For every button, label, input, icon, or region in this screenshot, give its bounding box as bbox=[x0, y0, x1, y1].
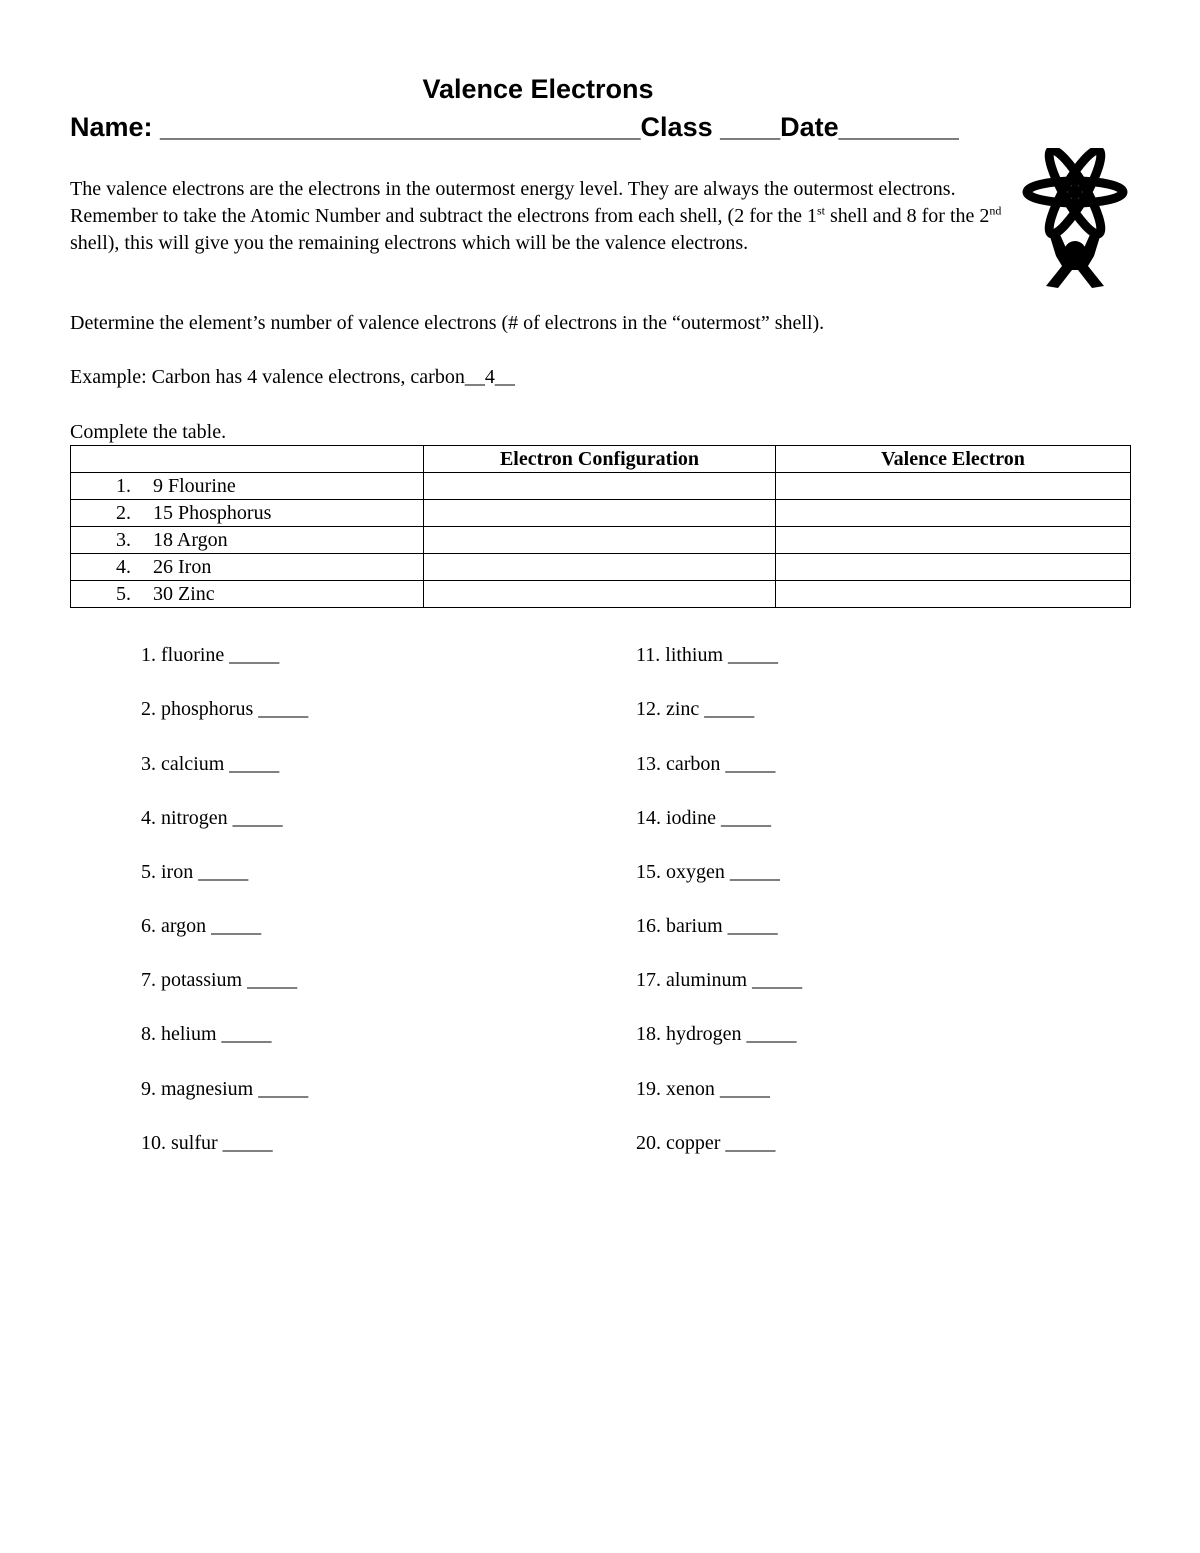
question-item[interactable]: 12. zinc _____ bbox=[636, 698, 755, 720]
complete-table-instruction: Complete the table. bbox=[70, 421, 227, 443]
row-number: 2. bbox=[116, 502, 131, 524]
valence-cell[interactable] bbox=[776, 500, 1131, 527]
table-row bbox=[71, 581, 1131, 608]
intro-text-2: shell and 8 for the 2 bbox=[825, 205, 990, 227]
question-item[interactable]: 8. helium _____ bbox=[141, 1023, 272, 1045]
question-item[interactable]: 17. aluminum _____ bbox=[636, 969, 803, 991]
example-text: Example: Carbon has 4 valence electrons, carbon__4__ bbox=[70, 366, 515, 388]
header-electron-configuration: Electron Configuration bbox=[424, 446, 776, 473]
element-cell bbox=[71, 581, 424, 608]
element-cell bbox=[71, 527, 424, 554]
valence-cell[interactable] bbox=[776, 554, 1131, 581]
page-title: Valence Electrons bbox=[422, 74, 654, 104]
question-item[interactable]: 13. carbon _____ bbox=[636, 753, 776, 775]
config-cell[interactable] bbox=[424, 527, 776, 554]
question-item[interactable]: 2. phosphorus _____ bbox=[141, 698, 309, 720]
table-row bbox=[71, 527, 1131, 554]
question-item[interactable]: 6. argon _____ bbox=[141, 915, 262, 937]
intro-sup-1: st bbox=[816, 203, 825, 218]
row-number: 4. bbox=[116, 556, 131, 578]
config-cell[interactable] bbox=[424, 500, 776, 527]
intro-text-3: shell), this will give you the remaining electrons which will be the valence electrons. bbox=[70, 232, 749, 254]
intro-paragraph bbox=[70, 176, 1025, 257]
element-name: 15 Phosphorus bbox=[153, 502, 272, 524]
question-item[interactable]: 20. copper _____ bbox=[636, 1132, 776, 1154]
element-cell bbox=[71, 500, 424, 527]
header-valence-electron: Valence Electron bbox=[776, 446, 1131, 473]
question-item[interactable]: 15. oxygen _____ bbox=[636, 861, 780, 883]
config-cell[interactable] bbox=[424, 473, 776, 500]
valence-cell[interactable] bbox=[776, 581, 1131, 608]
question-item[interactable]: 7. potassium _____ bbox=[141, 969, 298, 991]
table-row bbox=[71, 554, 1131, 581]
row-number: 3. bbox=[116, 529, 131, 551]
question-item[interactable]: 18. hydrogen _____ bbox=[636, 1023, 797, 1045]
valence-cell[interactable] bbox=[776, 473, 1131, 500]
question-item[interactable]: 1. fluorine _____ bbox=[141, 644, 280, 666]
question-item[interactable]: 9. magnesium _____ bbox=[141, 1078, 309, 1100]
question-item[interactable]: 11. lithium _____ bbox=[636, 644, 779, 666]
question-item[interactable]: 10. sulfur _____ bbox=[141, 1132, 273, 1154]
element-name: 9 Flourine bbox=[153, 475, 236, 497]
row-number: 1. bbox=[116, 475, 131, 497]
intro-sup-2: nd bbox=[989, 203, 1002, 218]
table-row bbox=[71, 473, 1131, 500]
row-number: 5. bbox=[116, 583, 131, 605]
name-class-date-line[interactable]: Name: ________________________________Class ____Date________ bbox=[70, 112, 959, 142]
element-name: 26 Iron bbox=[153, 556, 212, 578]
question-item[interactable]: 19. xenon _____ bbox=[636, 1078, 770, 1100]
question-item[interactable]: 5. iron _____ bbox=[141, 861, 249, 883]
intro-text-1: The valence electrons are the electrons in the outermost energy level. They are always the outermost electrons. Remember to take the Atomic Number and subtract the electrons from each shell, (2 for the 1 bbox=[70, 178, 956, 227]
question-item[interactable]: 14. iodine _____ bbox=[636, 807, 771, 829]
table-header-row bbox=[71, 446, 1131, 473]
table-row bbox=[71, 500, 1131, 527]
electron-config-table bbox=[70, 445, 1131, 608]
atom-person-icon bbox=[1020, 148, 1130, 290]
determine-instruction: Determine the element’s number of valence electrons (# of electrons in the “outermost” shell). bbox=[70, 312, 825, 334]
element-name: 18 Argon bbox=[153, 529, 228, 551]
element-cell bbox=[71, 554, 424, 581]
element-cell bbox=[71, 473, 424, 500]
config-cell[interactable] bbox=[424, 581, 776, 608]
question-item[interactable]: 16. barium _____ bbox=[636, 915, 778, 937]
header-element bbox=[71, 446, 424, 473]
element-name: 30 Zinc bbox=[153, 583, 215, 605]
question-item[interactable]: 3. calcium _____ bbox=[141, 753, 280, 775]
question-item[interactable]: 4. nitrogen _____ bbox=[141, 807, 283, 829]
valence-cell[interactable] bbox=[776, 527, 1131, 554]
config-cell[interactable] bbox=[424, 554, 776, 581]
